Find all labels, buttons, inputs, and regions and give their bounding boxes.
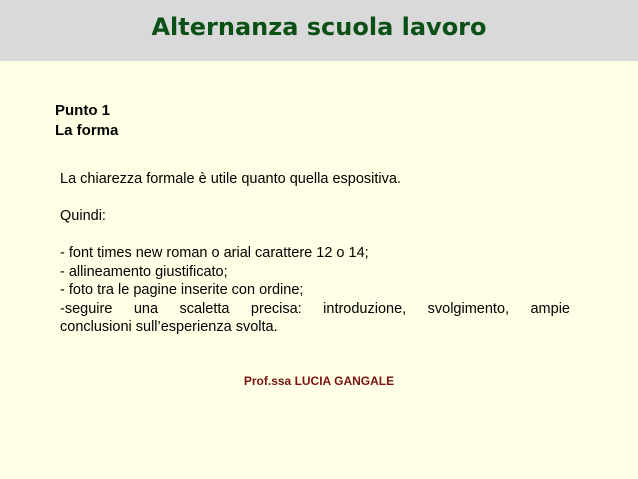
page-title: Alternanza scuola lavoro xyxy=(151,13,487,41)
author-signature: Prof.ssa LUCIA GANGALE xyxy=(243,374,395,388)
list-item: - foto tra le pagine inserite con ordine; xyxy=(60,282,304,298)
section-heading xyxy=(55,101,118,141)
section-point: Punto 1 xyxy=(55,102,110,119)
body-content xyxy=(60,170,570,337)
lead-text: Quindi: xyxy=(60,208,106,224)
spacer xyxy=(60,226,570,245)
list-item: - font times new roman o arial carattere 12 o 14; xyxy=(60,245,369,261)
section-name: La forma xyxy=(55,122,119,139)
spacer xyxy=(60,189,570,208)
list-item-last-line-1: -seguire una scaletta precisa: introduzione, svolgimento, ampie xyxy=(60,300,570,317)
title-bar xyxy=(0,0,638,61)
list-item: - allineamento giustificato; xyxy=(60,263,228,280)
intro-text: La chiarezza formale è utile quanto quella espositiva. xyxy=(60,171,401,187)
list-item-last-line-2: conclusioni sull’esperienza svolta. xyxy=(60,319,278,335)
